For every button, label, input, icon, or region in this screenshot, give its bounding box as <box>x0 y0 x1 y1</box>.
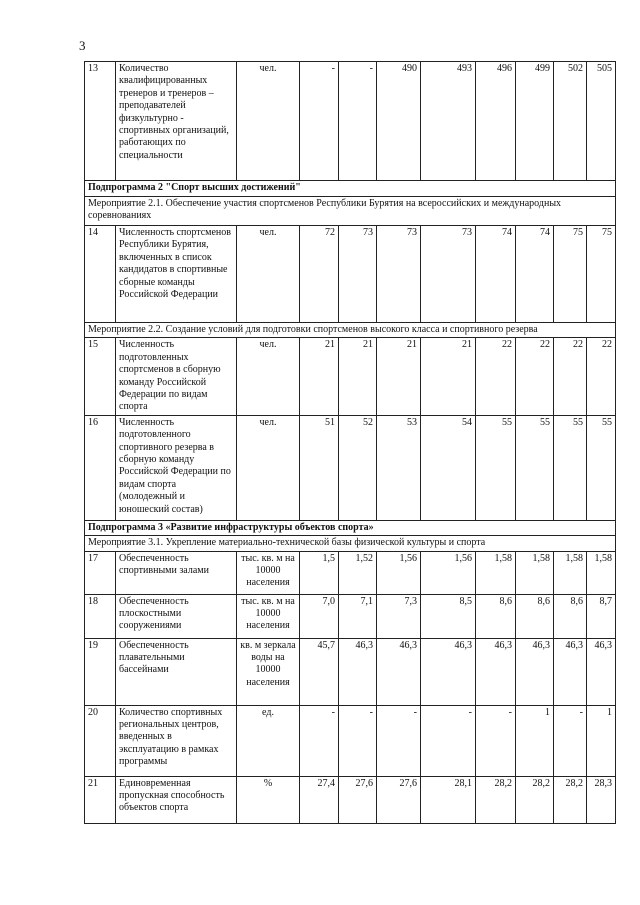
value-cell: 46,3 <box>476 638 516 705</box>
measure-row <box>85 197 616 226</box>
unit-cell: чел. <box>237 62 300 181</box>
value-cell: 1,58 <box>554 551 587 594</box>
value-cell: - <box>554 705 587 776</box>
indicator-name: Обеспеченность плавательными бассейнами <box>116 638 237 705</box>
value-cell: 1,58 <box>587 551 616 594</box>
measure-title: Мероприятие 2.1. Обеспечение участия спортсменов Республики Бурятия на всероссийских и международных соревнованиях <box>85 197 616 226</box>
row-number: 17 <box>85 551 116 594</box>
value-cell: 21 <box>339 338 377 415</box>
value-cell: 28,2 <box>476 776 516 823</box>
measure-row <box>85 536 616 551</box>
value-cell: 22 <box>476 338 516 415</box>
unit-cell: тыс. кв. м на 10000 населения <box>237 551 300 594</box>
value-cell: 21 <box>377 338 421 415</box>
value-cell: 1 <box>516 705 554 776</box>
value-cell: 1,58 <box>476 551 516 594</box>
value-cell: 55 <box>587 415 616 520</box>
indicator-name: Количество квалифицированных тренеров и тренеров – преподавателей физкультурно - спортивных организаций, работающих по специальности <box>116 62 237 181</box>
value-cell: 7,0 <box>300 594 339 638</box>
subprogram-title: Подпрограмма 3 «Развитие инфраструктуры объектов спорта» <box>85 520 616 535</box>
subprogram-row <box>85 520 616 535</box>
row-number: 18 <box>85 594 116 638</box>
value-cell: 22 <box>554 338 587 415</box>
indicator-name: Численность спортсменов Республики Бурятия, включенных в список кандидатов в спортивные сборные команды Российской Федерации <box>116 226 237 323</box>
value-cell: 73 <box>377 226 421 323</box>
table-row <box>85 338 616 415</box>
value-cell: 73 <box>339 226 377 323</box>
indicator-name: Обеспеченность спортивными залами <box>116 551 237 594</box>
value-cell: 52 <box>339 415 377 520</box>
value-cell: 505 <box>587 62 616 181</box>
value-cell: 499 <box>516 62 554 181</box>
value-cell: 75 <box>587 226 616 323</box>
value-cell: - <box>476 705 516 776</box>
row-number: 14 <box>85 226 116 323</box>
value-cell: - <box>377 705 421 776</box>
value-cell: 21 <box>421 338 476 415</box>
value-cell: - <box>339 62 377 181</box>
value-cell: 28,2 <box>516 776 554 823</box>
value-cell: 21 <box>300 338 339 415</box>
value-cell: 46,3 <box>421 638 476 705</box>
value-cell: 22 <box>587 338 616 415</box>
value-cell: 1,56 <box>377 551 421 594</box>
unit-cell: ед. <box>237 705 300 776</box>
value-cell: 54 <box>421 415 476 520</box>
value-cell: 53 <box>377 415 421 520</box>
value-cell: 496 <box>476 62 516 181</box>
value-cell: 51 <box>300 415 339 520</box>
value-cell: 45,7 <box>300 638 339 705</box>
row-number: 16 <box>85 415 116 520</box>
row-number: 13 <box>85 62 116 181</box>
value-cell: 8,6 <box>476 594 516 638</box>
value-cell: 1,56 <box>421 551 476 594</box>
table-row <box>85 638 616 705</box>
table-row <box>85 62 616 181</box>
value-cell: 1,52 <box>339 551 377 594</box>
indicator-name: Обеспеченность плоскостными сооружениями <box>116 594 237 638</box>
table-row <box>85 594 616 638</box>
unit-cell: % <box>237 776 300 823</box>
table-row <box>85 415 616 520</box>
value-cell: 8,7 <box>587 594 616 638</box>
indicator-name: Единовременная пропускная способность объектов спорта <box>116 776 237 823</box>
value-cell: 7,1 <box>339 594 377 638</box>
value-cell: - <box>421 705 476 776</box>
row-number: 19 <box>85 638 116 705</box>
value-cell: 502 <box>554 62 587 181</box>
value-cell: 46,3 <box>587 638 616 705</box>
unit-cell: кв. м зеркала воды на 10000 населения <box>237 638 300 705</box>
table-row <box>85 776 616 823</box>
row-number: 20 <box>85 705 116 776</box>
value-cell: 7,3 <box>377 594 421 638</box>
unit-cell: чел. <box>237 226 300 323</box>
table-row <box>85 551 616 594</box>
value-cell: 73 <box>421 226 476 323</box>
row-number: 21 <box>85 776 116 823</box>
value-cell: 22 <box>516 338 554 415</box>
value-cell: 55 <box>516 415 554 520</box>
value-cell: 46,3 <box>377 638 421 705</box>
value-cell: 46,3 <box>339 638 377 705</box>
subprogram-row <box>85 181 616 197</box>
indicators-table <box>84 61 616 824</box>
value-cell: 46,3 <box>554 638 587 705</box>
value-cell: 8,6 <box>516 594 554 638</box>
subprogram-title: Подпрограмма 2 "Спорт высших достижений" <box>85 181 616 197</box>
value-cell: 74 <box>516 226 554 323</box>
table-row <box>85 226 616 323</box>
unit-cell: чел. <box>237 338 300 415</box>
value-cell: - <box>300 705 339 776</box>
value-cell: 493 <box>421 62 476 181</box>
table-row <box>85 705 616 776</box>
value-cell: 28,3 <box>587 776 616 823</box>
measure-title: Мероприятие 3.1. Укрепление материально-технической базы физической культуры и спорта <box>85 536 616 551</box>
value-cell: 28,2 <box>554 776 587 823</box>
indicator-name: Количество спортивных региональных центров, введенных в эксплуатацию в рамках программы <box>116 705 237 776</box>
value-cell: 72 <box>300 226 339 323</box>
value-cell: 8,6 <box>554 594 587 638</box>
value-cell: 1 <box>587 705 616 776</box>
measure-title: Мероприятие 2.2. Создание условий для подготовки спортсменов высокого класса и спортивного резерва <box>85 323 616 338</box>
value-cell: 55 <box>476 415 516 520</box>
value-cell: 1,5 <box>300 551 339 594</box>
indicator-name: Численность подготовленных спортсменов в сборную команду Российской Федерации по видам спорта <box>116 338 237 415</box>
measure-row <box>85 323 616 338</box>
value-cell: - <box>300 62 339 181</box>
value-cell: 27,6 <box>377 776 421 823</box>
row-number: 15 <box>85 338 116 415</box>
value-cell: 75 <box>554 226 587 323</box>
value-cell: 1,58 <box>516 551 554 594</box>
value-cell: 74 <box>476 226 516 323</box>
value-cell: 55 <box>554 415 587 520</box>
value-cell: 28,1 <box>421 776 476 823</box>
indicator-name: Численность подготовленного спортивного резерва в сборную команду Российской Федерации по видам спорта (молодежный и юношеский состав) <box>116 415 237 520</box>
unit-cell: тыс. кв. м на 10000 населения <box>237 594 300 638</box>
page-number: 3 <box>79 38 86 53</box>
value-cell: 46,3 <box>516 638 554 705</box>
value-cell: 8,5 <box>421 594 476 638</box>
value-cell: 490 <box>377 62 421 181</box>
unit-cell: чел. <box>237 415 300 520</box>
value-cell: - <box>339 705 377 776</box>
value-cell: 27,6 <box>339 776 377 823</box>
value-cell: 27,4 <box>300 776 339 823</box>
